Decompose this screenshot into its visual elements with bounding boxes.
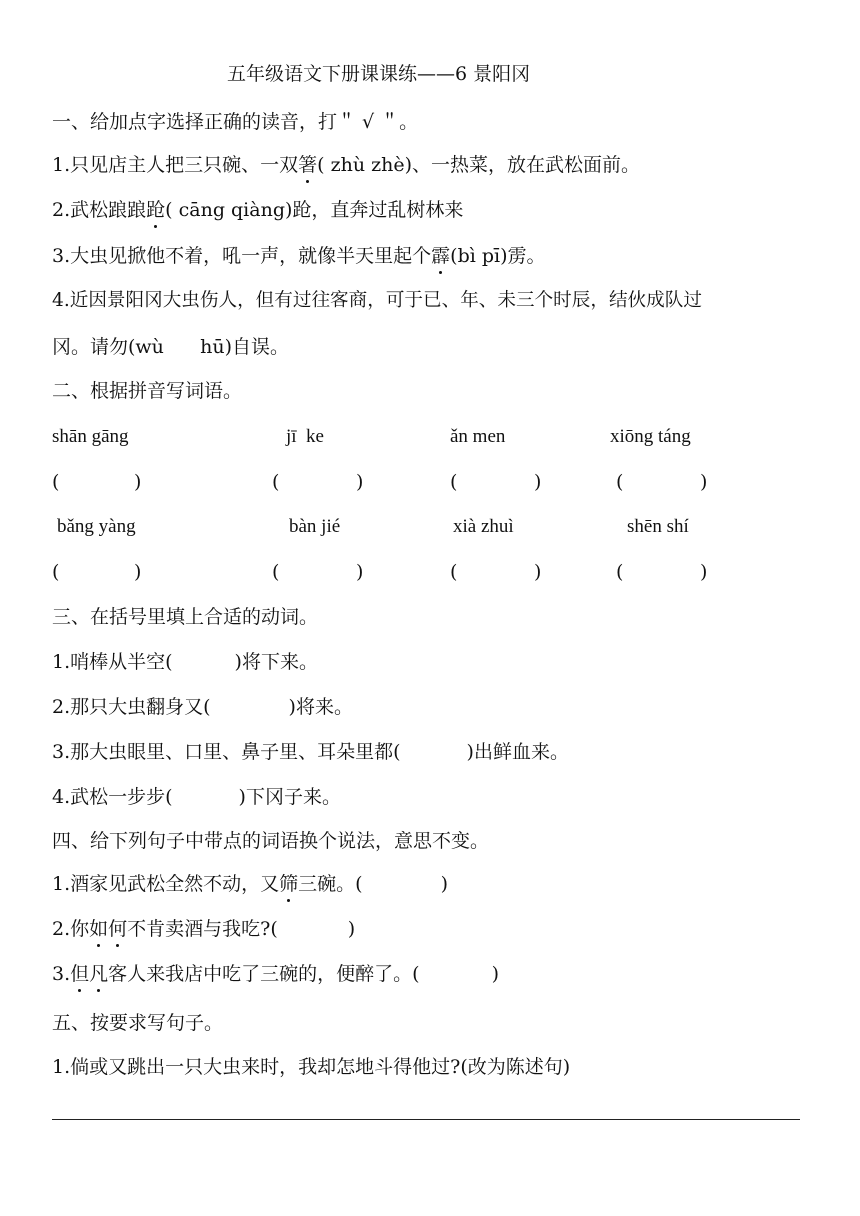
answer-paren-open: ( [616,561,624,583]
s4-question-2 [52,917,355,941]
dotted-char: 跄 [146,199,166,221]
s3-q3-text-a: 3.那大虫眼里、口里、鼻子里、耳朵里都( [52,741,401,763]
s4-q2-text-a: 2.你 [52,918,90,940]
pinyin-item: jī ke [286,426,324,447]
answer-paren-open: ( [450,471,458,493]
s4-q3-text-c: ) [491,963,500,985]
dotted-char: 凡 [89,963,109,985]
answer-paren-open: ( [52,471,60,493]
pinyin-item: shān gāng [52,426,129,447]
section-1-heading: 一、给加点字选择正确的读音，打＂ √ ＂。 [52,111,419,133]
s4-q2-text-c: ) [347,918,356,940]
s3-q2-text-b: )将来。 [288,696,353,718]
answer-paren-close: ) [534,561,542,583]
dotted-char: 筛 [279,873,299,895]
dotted-char: 箸 [298,154,318,176]
dotted-char: 霹 [431,245,451,267]
answer-paren-open: ( [616,471,624,493]
s3-q1-text-a: 1.哨棒从半空( [52,651,173,673]
s1-question-3 [52,244,546,268]
s3-question-2 [52,695,353,719]
section-3-heading: 三、在括号里填上合适的动词。 [52,606,319,628]
dotted-char: 何 [108,918,128,940]
s4-q3-text-b: 客人来我店中吃了三碗的，便醉了。( [108,963,420,985]
section-5-heading: 五、按要求写句子。 [52,1012,224,1034]
pinyin-item: shēn shí [627,516,689,537]
s3-q4-text-a: 4.武松一步步( [52,786,173,808]
s5-question-1: 1.倘或又跳出一只大虫来时，我却怎地斗得他过?(改为陈述句) [52,1056,571,1078]
s3-q1-text-b: )将下来。 [234,651,318,673]
s1-q3-text-a: 3.大虫见掀他不着，吼一声，就像半天里起个 [52,245,432,267]
answer-paren-open: ( [272,471,280,493]
pinyin-item: xiōng táng [610,426,691,447]
s1-q1-text-a: 1.只见店主人把三只碗、一双 [52,154,299,176]
s1-q2-text-a: 2.武松踉踉 [52,199,147,221]
s3-question-1 [52,650,318,674]
s1-question-2 [52,198,463,222]
s1-q3-text-b: (bì pī)雳。 [450,245,546,267]
s4-q1-text-a: 1.酒家见武松全然不动，又 [52,873,280,895]
answer-paren-close: ) [534,471,542,493]
s1-q1-text-b: ( zhù zhè)、一热菜，放在武松面前。 [317,154,641,176]
s3-q2-text-a: 2.那只大虫翻身又( [52,696,211,718]
s4-question-1 [52,872,448,896]
s3-q4-text-b: )下冈子来。 [238,786,341,808]
s3-question-4 [52,785,341,809]
s4-q3-text-a: 3. [52,963,71,985]
answer-paren-close: ) [134,471,142,493]
s4-q2-text-b: 不肯卖酒与我吃?( [127,918,278,940]
dotted-char: 如 [89,918,109,940]
section-4-heading: 四、给下列句子中带点的词语换个说法，意思不变。 [52,830,490,852]
answer-paren-close: ) [356,471,364,493]
s1-question-4-line-2: 冈。请勿(wù hū)自误。 [52,336,290,358]
s1-question-4-line-1: 4.近因景阳冈大虫伤人，但有过往客商，可于已、年、未三个时辰，结伙成队过 [52,290,702,311]
answer-paren-close: ) [700,471,708,493]
answer-paren-close: ) [700,561,708,583]
pinyin-item: bàn jié [289,516,341,537]
dotted-char: 但 [70,963,90,985]
s1-q2-text-b: ( cāng qiàng)跄，直奔过乱树林来 [165,199,464,221]
answer-paren-close: ) [356,561,364,583]
section-2-heading: 二、根据拼音写词语。 [52,380,243,402]
answer-paren-open: ( [450,561,458,583]
s1-question-1 [52,153,640,177]
pinyin-item: bǎng yàng [57,516,136,537]
answer-paren-open: ( [52,561,60,583]
page-title: 五年级语文下册课课练——6 景阳冈 [227,63,531,85]
pinyin-item: ǎn men [450,426,506,447]
s3-q3-text-b: )出鲜血来。 [466,741,569,763]
s3-question-3 [52,740,569,764]
answer-paren-close: ) [134,561,142,583]
answer-paren-open: ( [272,561,280,583]
s4-q1-text-b: 三碗。( [298,873,363,895]
answer-line[interactable] [52,1119,800,1120]
pinyin-item: xià zhuì [453,516,514,537]
s4-q1-text-c: ) [440,873,448,895]
s4-question-3 [52,962,499,986]
